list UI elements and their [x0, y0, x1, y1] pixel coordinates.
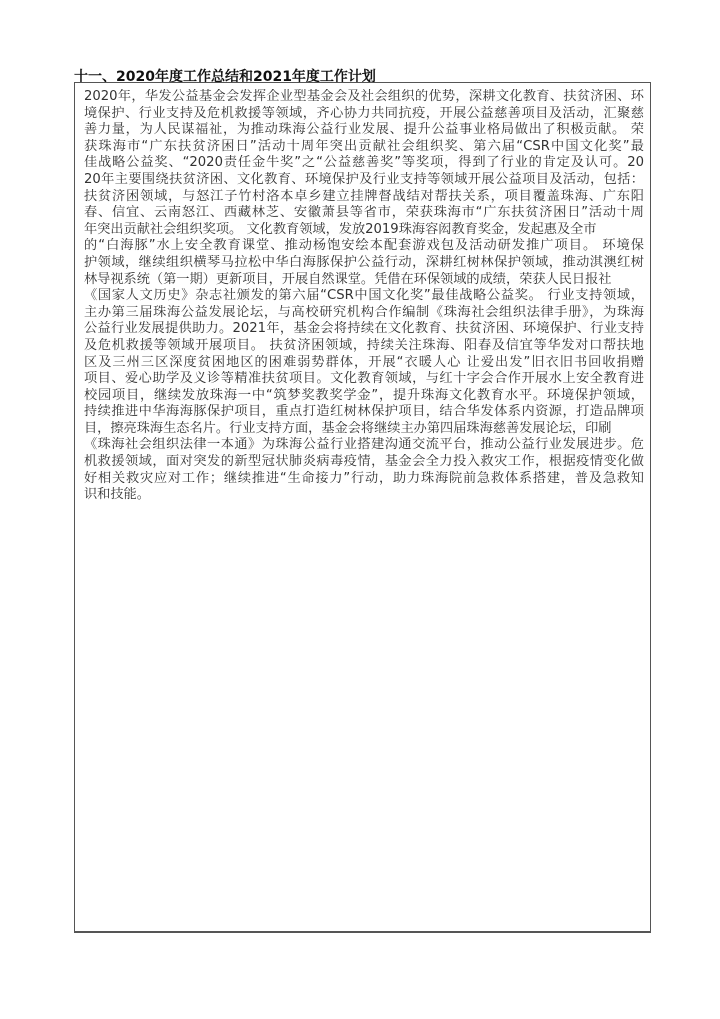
- text-line: 识和技能。: [84, 487, 150, 503]
- text-line: 《珠海社会组织法律一本通》为珠海公益行业搭建沟通交流平台，推动公益行业发展进步。危: [84, 437, 644, 453]
- text-line: 2020年，华发公益基金会发挥企业型基金会及社会组织的优势，深耕文化教育、扶贫济困、环: [84, 89, 644, 104]
- text-line: 公益行业发展提供助力。2021年，基金会将持续在文化教育、扶贫济困、环境保护、行业支持: [84, 321, 644, 337]
- text-line: 林导视系统（第一期）更新项目，开展自然课堂。凭借在环保领域的成绩，荣获人民日报社: [84, 271, 612, 287]
- summary-text: [84, 89, 644, 504]
- text-line: 《国家人文历史》杂志社颁发的第六届“CSR中国文化奖”最佳战略公益奖。 行业支持领域，: [84, 288, 644, 304]
- text-line: 区及三州三区深度贫困地区的困难弱势群体，开展“衣暖人心 让爱出发”旧衣旧书回收捐赠: [84, 354, 644, 370]
- text-line: 佳战略公益奖、“2020责任金牛奖”之“公益慈善奖”等奖项，得到了行业的肯定及认可。20: [84, 155, 644, 171]
- text-line: 年突出贡献社会组织奖项。 文化教育领域，发放2019珠海容闳教育奖金，发起惠及全市: [84, 221, 597, 237]
- text-line: 20年主要围绕扶贫济困、文化教育、环境保护及行业支持等领域开展公益项目及活动，包括：: [84, 171, 644, 187]
- text-line: 目，擦亮珠海生态名片。行业支持方面，基金会将继续主办第四届珠海慈善发展论坛，印刷: [84, 420, 612, 436]
- text-line: 机救援领域，面对突发的新型冠状肺炎病毒疫情，基金会全力投入救灾工作，根据疫情变化做: [84, 454, 644, 470]
- text-line: 扶贫济困领域，与怒江子竹村洛本卓乡建立挂牌督战结对帮扶关系，项目覆盖珠海、广东阳: [84, 188, 644, 204]
- text-line: 项目、爱心助学及义诊等精准扶贫项目。文化教育领域，与红十字会合作开展水上安全教育进: [84, 371, 644, 387]
- text-line: 春、信宜、云南怒江、西藏林芝、安徽萧县等省市，荣获珠海市“广东扶贫济困日”活动十周: [84, 205, 644, 221]
- text-line: 主办第三届珠海公益发展论坛，与高校研究机构合作编制《珠海社会组织法律手册》，为珠海: [84, 304, 644, 320]
- text-line: 及危机救援等领域开展项目。 扶贫济困领域，持续关注珠海、阳春及信宜等华发对口帮扶地: [84, 337, 644, 353]
- section-title: 十一、2020年度工作总结和2021年度工作计划: [74, 69, 376, 85]
- text-line: 的“白海豚”水上安全教育课堂、推动杨饱安绘本配套游戏包及活动研发推广项目。 环境保: [84, 238, 644, 254]
- text-line: 获珠海市“广东扶贫济困日”活动十周年突出贡献社会组织奖、第六届“CSR中国文化奖”最: [84, 138, 644, 154]
- text-line: 境保护、行业支持及危机救援等领域，齐心协力共同抗疫，开展公益慈善项目及活动，汇聚慈: [84, 105, 644, 121]
- text-line: 校园项目，继续发放珠海一中“筑梦奖教奖学金”，提升珠海文化教育水平。环境保护领域，: [84, 387, 644, 403]
- text-line: 善力量，为人民谋福祉，为推动珠海公益行业发展、提升公益事业格局做出了积极贡献。 荣: [84, 122, 644, 138]
- text-line: 好相关救灾应对工作；继续推进“生命接力”行动，助力珠海院前急救体系搭建，普及急救知: [84, 470, 644, 486]
- text-line: 护领域，继续组织横琴马拉松中华白海豚保护公益行动，深耕红树林保护领域，推动淇澳红树: [84, 254, 644, 270]
- text-line: 持续推进中华海海豚保护项目，重点打造红树林保护项目，结合华发体系内资源，打造品牌项: [84, 404, 644, 420]
